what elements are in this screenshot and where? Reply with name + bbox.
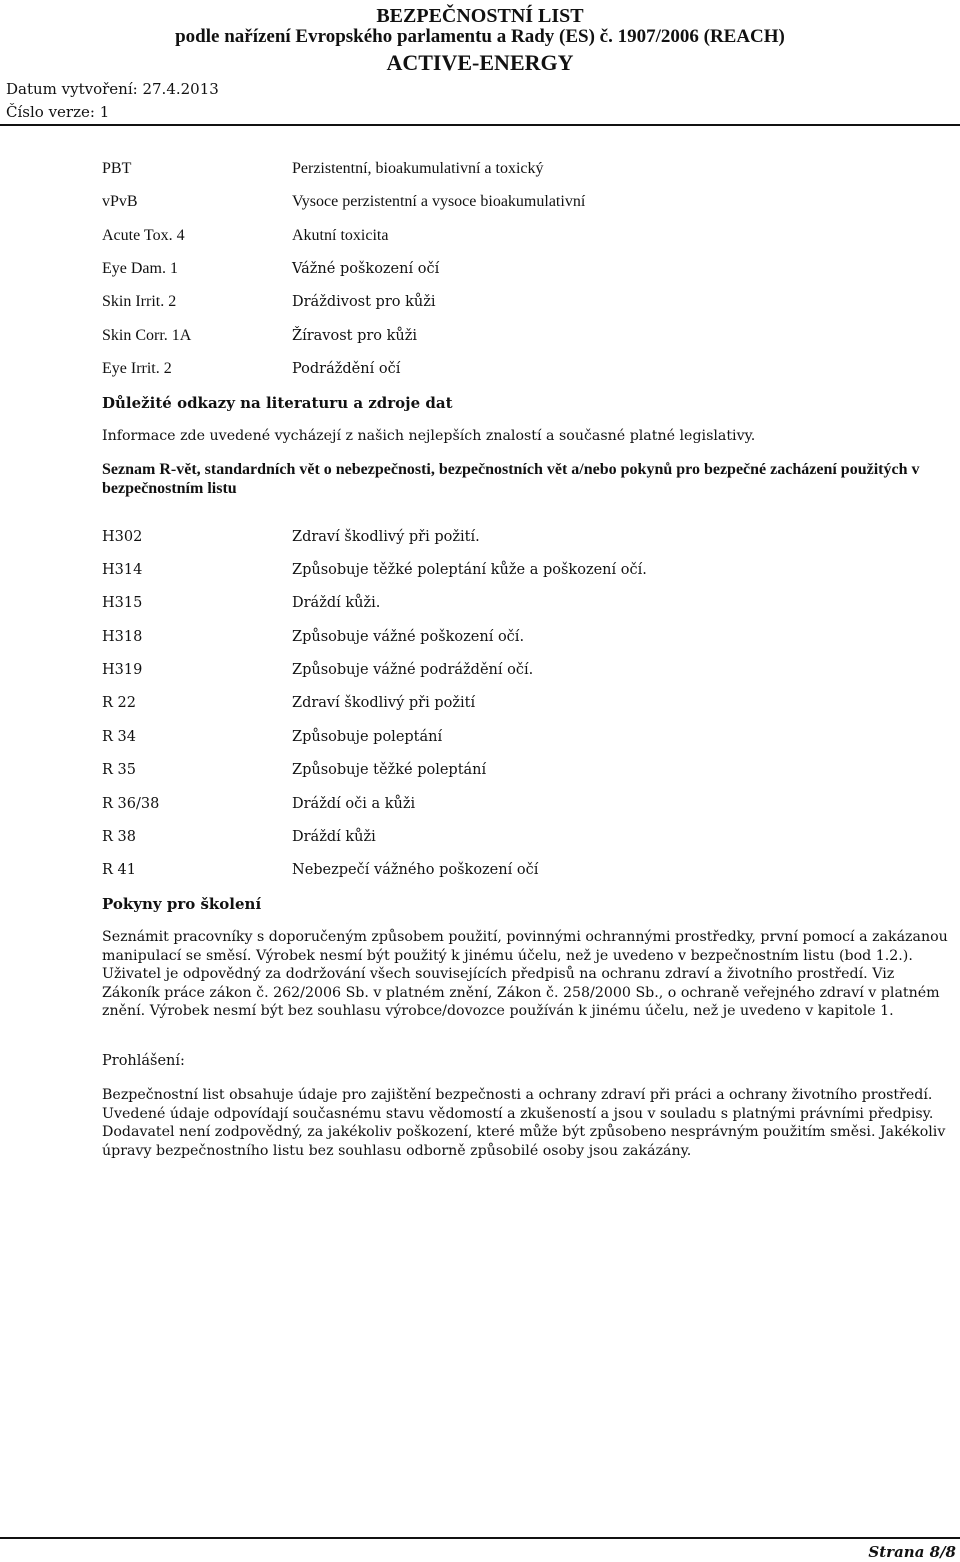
phrase-text: Nebezpečí vážného poškození očí	[292, 862, 539, 878]
phrase-text: Způsobuje těžké poleptání	[292, 762, 487, 778]
abbreviation-key: Skin Irrit. 2	[102, 293, 177, 310]
header-divider	[0, 124, 960, 126]
phrase-text: Dráždí kůži.	[292, 595, 381, 611]
abbreviation-value: Žíravost pro kůži	[292, 328, 418, 344]
abbreviation-key: vPvB	[102, 193, 138, 210]
abbreviation-key: Skin Corr. 1A	[102, 327, 192, 344]
references-text: Informace zde uvedené vycházejí z našich nejlepších znalostí a současné platné legislativy.	[102, 428, 756, 444]
phrase-code: H302	[102, 529, 143, 545]
abbreviation-key: Acute Tox. 4	[102, 227, 185, 244]
footer-divider	[0, 1537, 960, 1539]
page-number: Strana 8/8	[868, 1543, 956, 1561]
abbreviation-key: Eye Irrit. 2	[102, 360, 172, 377]
abbreviation-key: Eye Dam. 1	[102, 260, 178, 277]
phrase-code: R 38	[102, 829, 136, 845]
abbreviation-value: Dráždivost pro kůži	[292, 294, 436, 310]
training-text: Seznámit pracovníky s doporučeným způsobem použití, povinnými ochrannými prostředky, první pomocí a zakázanou manipulací se směsí. Výrobek nesmí být použitý k jinému účelu, než je uvedeno v bezpečnostním listu (bod 1.2.). Uživatel je odpovědný za dodržování všech souvisejících předpisů na ochranu zdraví a životního prostředí. Viz Zákoník práce zákon č. 262/2006 Sb. v platném znění, Zákon č. 258/2000 Sb., o ochraně veřejného zdraví v platném znění. Výrobek nesmí být bez souhlasu výrobce/dovozce používán k jinému účelu, než je uvedeno v kapitole 1.	[102, 929, 948, 1020]
declaration-text: Bezpečnostní list obsahuje údaje pro zajištění bezpečnosti a ochrany zdraví při práci a ochrany životního prostředí. Uvedené údaje odpovídají současnému stavu vědomostí a zkušeností a jsou v souladu s platnými právními předpisy. Dodavatel není zodpovědný, za jakékoliv poškození, které může být způsobeno nesprávným použitím směsi. Jakékoliv úpravy bezpečnostního listu bez souhlasu odborně způsobilé osoby jsou zakázány.	[102, 1087, 946, 1159]
version-number: Číslo verze: 1	[6, 103, 110, 121]
phrase-code: R 35	[102, 762, 136, 778]
phrase-code: R 41	[102, 862, 136, 878]
phrase-code: H314	[102, 562, 143, 578]
abbreviation-value: Akutní toxicita	[292, 227, 389, 244]
product-name: ACTIVE-ENERGY	[386, 50, 574, 75]
phrase-code: R 22	[102, 695, 136, 711]
phrase-text: Způsobuje poleptání	[292, 729, 443, 745]
abbreviation-key: PBT	[102, 160, 132, 177]
phrase-text: Dráždí oči a kůži	[292, 796, 416, 812]
phrase-text: Způsobuje vážné poškození očí.	[292, 629, 525, 645]
phrase-code: H315	[102, 595, 143, 611]
phrase-text: Dráždí kůži	[292, 829, 376, 845]
phrases-heading: Seznam R-vět, standardních vět o nebezpečnosti, bezpečnostních vět a/nebo pokynů pro bezpečné zacházení použitých v bezpečnostním listu	[102, 461, 920, 497]
declaration-heading: Prohlášení:	[102, 1053, 185, 1069]
phrase-text: Zdraví škodlivý při požití	[292, 695, 476, 711]
abbreviation-value: Vážné poškození očí	[292, 261, 440, 277]
phrase-text: Zdraví škodlivý při požití.	[292, 529, 480, 545]
references-heading: Důležité odkazy na literaturu a zdroje dat	[102, 394, 453, 412]
phrase-text: Způsobuje vážné podráždění očí.	[292, 662, 534, 678]
training-heading: Pokyny pro školení	[102, 895, 262, 913]
phrase-code: R 34	[102, 729, 136, 745]
abbreviation-value: Vysoce perzistentní a vysoce bioakumulativní	[292, 193, 586, 210]
phrase-code: H319	[102, 662, 143, 678]
phrase-code: H318	[102, 629, 143, 645]
phrase-code: R 36/38	[102, 796, 160, 812]
abbreviation-value: Podráždění očí	[292, 361, 401, 377]
abbreviation-value: Perzistentní, bioakumulativní a toxický	[292, 160, 544, 177]
regulation-subtitle: podle nařízení Evropského parlamentu a Rady (ES) č. 1907/2006 (REACH)	[175, 26, 785, 47]
phrase-text: Způsobuje těžké poleptání kůže a poškození očí.	[292, 562, 647, 578]
document-title: BEZPEČNOSTNÍ LIST	[376, 5, 584, 27]
creation-date: Datum vytvoření: 27.4.2013	[6, 80, 219, 98]
